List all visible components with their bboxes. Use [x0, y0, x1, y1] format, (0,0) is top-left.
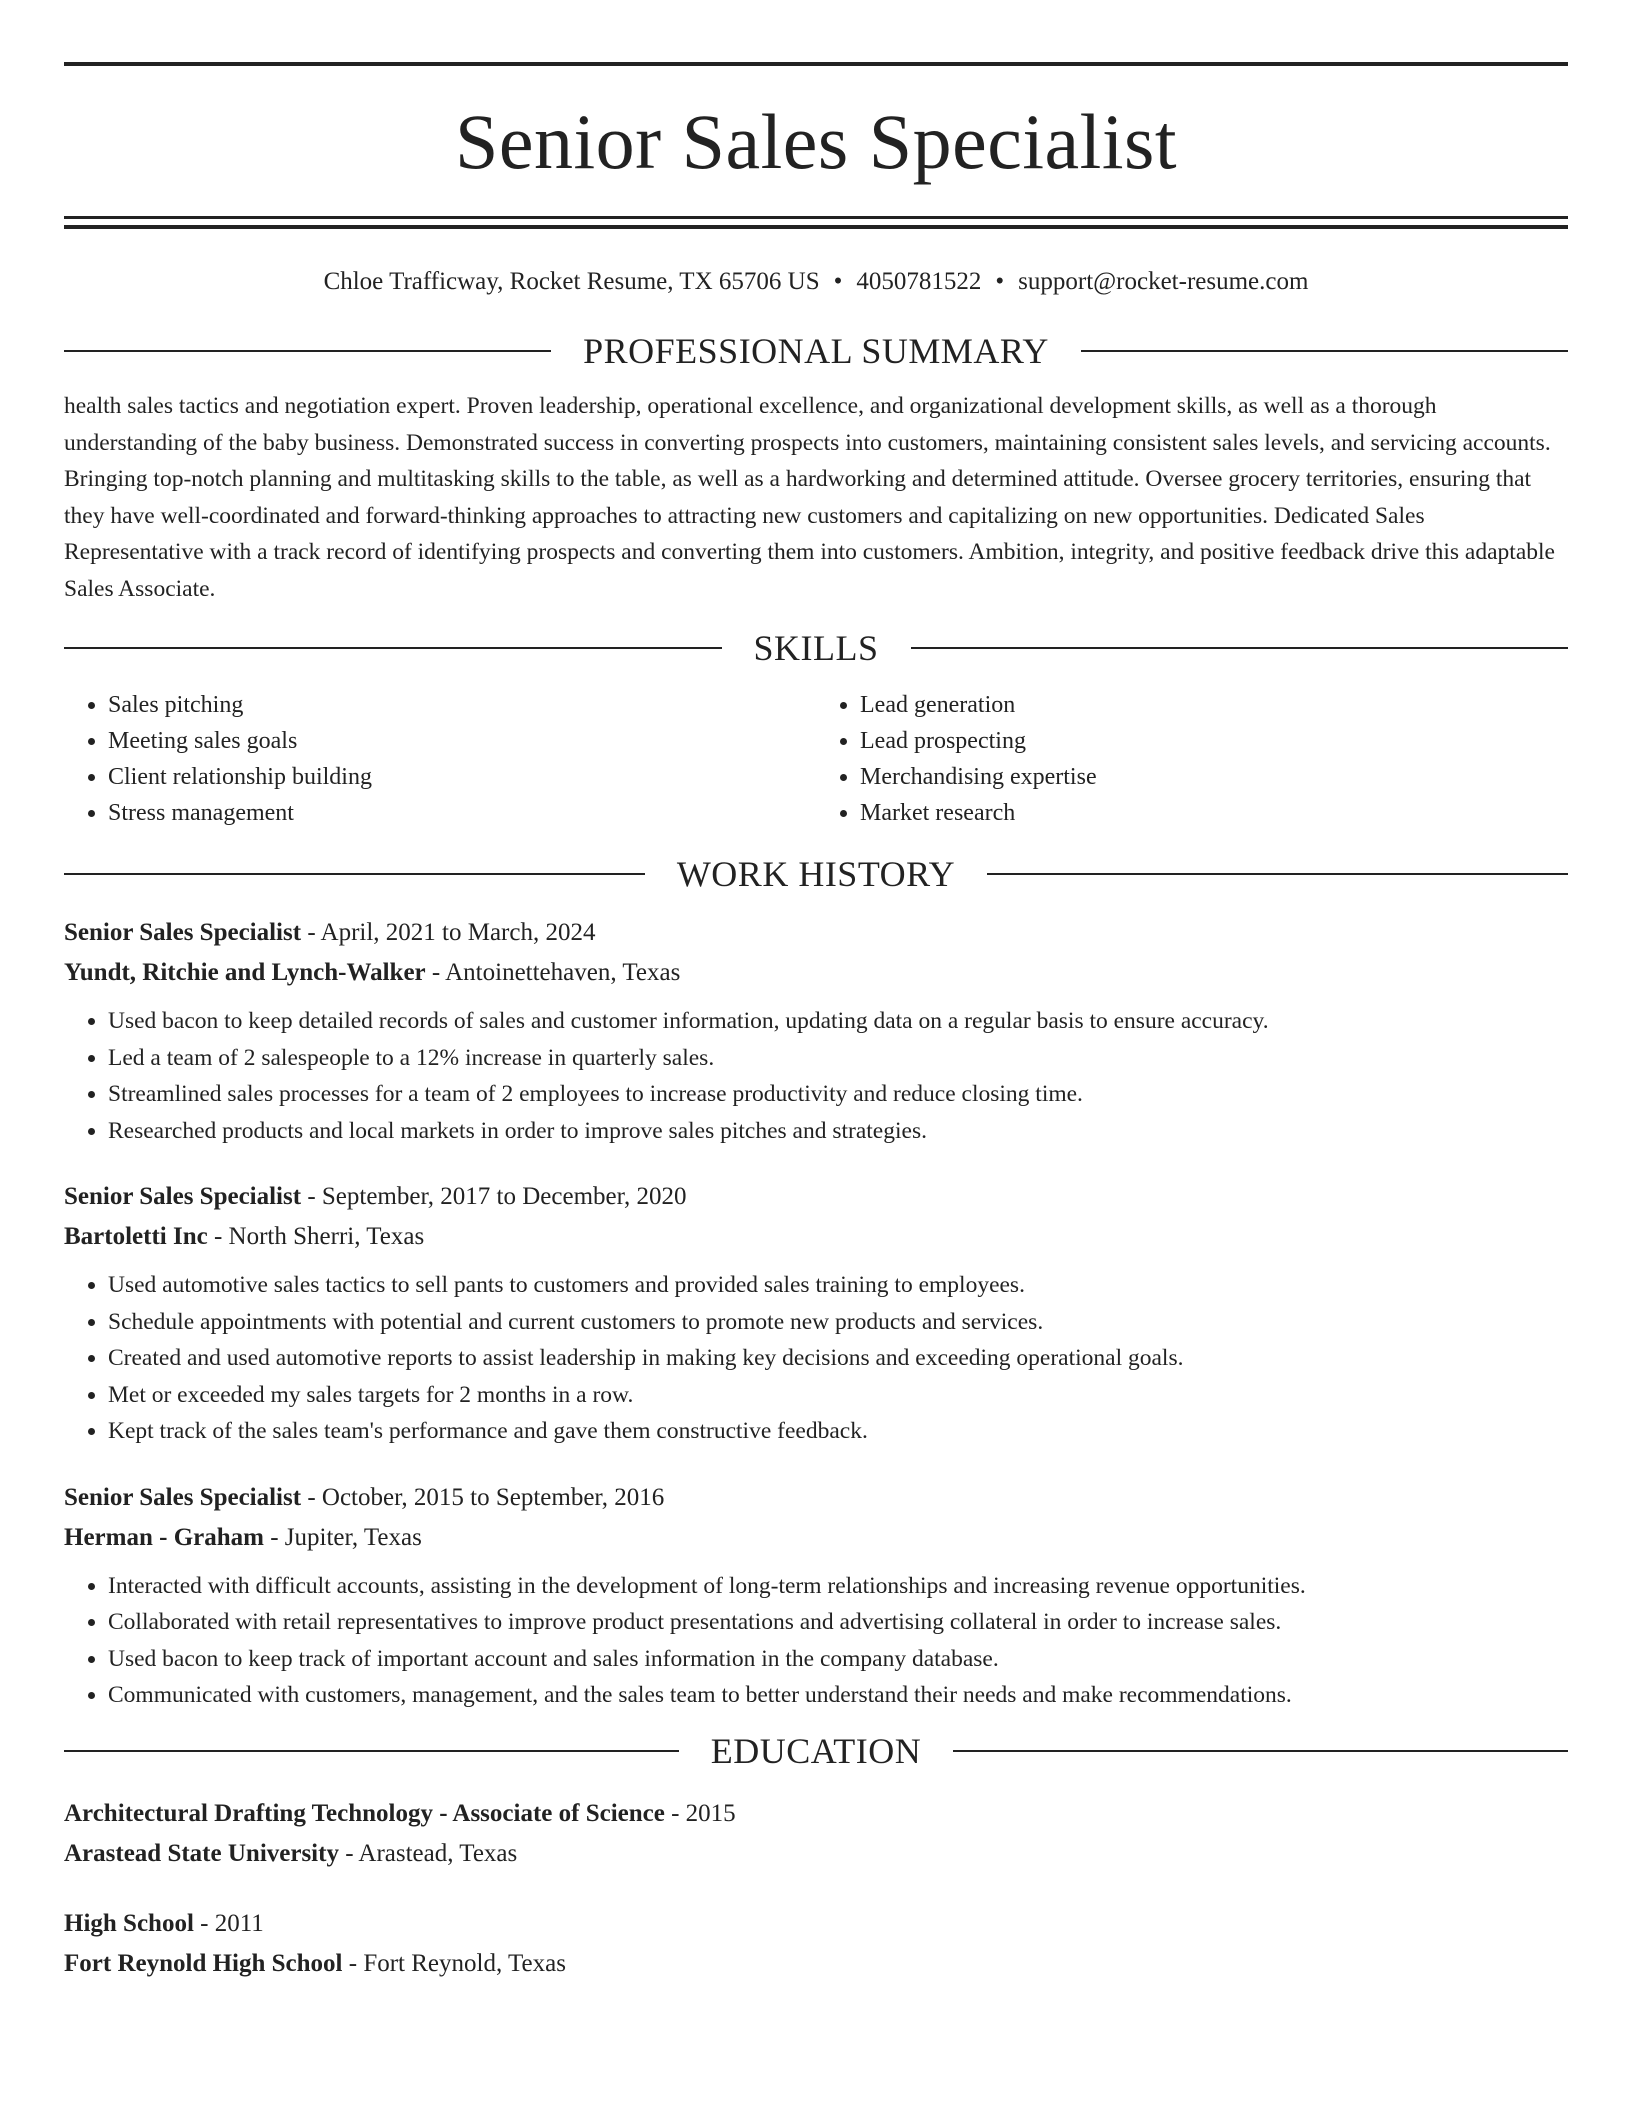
section-rule: [64, 647, 722, 649]
education-entry: [64, 1904, 1568, 1984]
job-location: - Jupiter, Texas: [263, 1523, 422, 1551]
education-entry: [64, 1794, 1568, 1874]
job-bullet: • Used automotive sales tactics to sell pants to customers and provided sales training to employees.: [108, 1267, 1568, 1304]
job-company-line: [64, 953, 1568, 993]
section-rule: [64, 1750, 679, 1752]
job-bullet: • Met or exceeded my sales targets for 2 months in a row.: [108, 1377, 1568, 1414]
education-degree: High School: [64, 1909, 194, 1937]
education-degree-line: [64, 1794, 1568, 1834]
section-rule: [64, 350, 551, 352]
education-school-line: [64, 1834, 1568, 1874]
education-year: - 2015: [664, 1799, 736, 1827]
skill-item: • Lead prospecting: [860, 723, 1568, 759]
education-location: - Arastead, Texas: [338, 1839, 518, 1867]
contact-email: support@rocket-resume.com: [1018, 268, 1309, 295]
skills-right-list: [816, 687, 1568, 831]
work-section-header: [64, 851, 1568, 897]
job-company: Bartoletti Inc: [64, 1223, 208, 1250]
skills-left-list: [64, 687, 816, 831]
education-school-line: [64, 1944, 1568, 1984]
education-school: Arastead State University: [64, 1839, 339, 1867]
job-company-line: [64, 1518, 1568, 1558]
skill-item: • Market research: [860, 795, 1568, 831]
job-dates: - October, 2015 to September, 2016: [301, 1483, 665, 1511]
job-location: - North Sherri, Texas: [207, 1223, 425, 1250]
job-title: Senior Sales Specialist: [64, 1183, 302, 1210]
job-title: Senior Sales Specialist: [64, 1483, 302, 1511]
skill-item: • Meeting sales goals: [108, 723, 816, 759]
job-bullet: • Used bacon to keep track of important account and sales information in the company database.: [108, 1641, 1568, 1678]
section-title: SKILLS: [753, 628, 879, 668]
job-bullet: • Used bacon to keep detailed records of sales and customer information, updating data on a regular basis to ensure accuracy.: [108, 1003, 1568, 1040]
education-year: - 2011: [193, 1909, 264, 1937]
job-title: Senior Sales Specialist: [64, 919, 302, 946]
contact-separator: •: [995, 268, 1005, 295]
job-bullet: • Interacted with difficult accounts, assisting in the development of long-term relationships and increasing revenue opportunities.: [108, 1568, 1568, 1605]
contact-separator: •: [833, 268, 843, 295]
job-entry: [64, 913, 1568, 1149]
job-company: Herman - Graham: [64, 1523, 264, 1551]
summary-section-header: [64, 328, 1568, 374]
contact-line: [64, 266, 1568, 298]
job-bullet: • Created and used automotive reports to assist leadership in making key decisions and exceeding operational goals.: [108, 1340, 1568, 1377]
job-bullet: • Researched products and local markets in order to improve sales pitches and strategies.: [108, 1113, 1568, 1150]
contact-address: Chloe Trafficway, Rocket Resume, TX 65706 US: [323, 268, 820, 295]
education-degree-line: [64, 1904, 1568, 1944]
job-bullet: • Kept track of the sales team's performance and gave them constructive feedback.: [108, 1413, 1568, 1450]
title-double-rule: [64, 216, 1568, 229]
skill-item: • Sales pitching: [108, 687, 816, 723]
job-dates: - April, 2021 to March, 2024: [301, 919, 596, 946]
skills-columns: [64, 687, 1568, 831]
education-school: Fort Reynold High School: [64, 1949, 343, 1977]
section-title: EDUCATION: [710, 1730, 922, 1771]
skill-item: • Merchandising expertise: [860, 759, 1568, 795]
summary-text: health sales tactics and negotiation expert. Proven leadership, operational excellence, and organizational development skills, as well as a thorough understanding of the baby business. Demonstrated success in converting prospects into customers, maintaining consistent sales levels, and servicing accounts. Bringing top-notch planning and multitasking skills to the table, as well as a hardworking and determined attitude. Oversee grocery territories, ensuring that they have well-coordinated and forward-thinking approaches to attracting new customers and capitalizing on new opportunities. Dedicated Sales Representative with a track record of identifying prospects and converting them into customers. Ambition, integrity, and positive feedback drive this adaptable Sales Associate.: [64, 393, 1555, 602]
job-entry: [64, 1478, 1568, 1714]
job-dates: - September, 2017 to December, 2020: [301, 1183, 687, 1210]
education-degree: Architectural Drafting Technology - Associate of Science: [64, 1799, 665, 1827]
job-entry: [64, 1177, 1568, 1450]
section-rule: [953, 1750, 1568, 1752]
section-rule: [987, 873, 1568, 875]
top-rule: [64, 62, 1568, 66]
job-bullets: [64, 1003, 1568, 1149]
skills-section-header: [64, 625, 1568, 671]
skill-item: • Stress management: [108, 795, 816, 831]
skill-item: • Client relationship building: [108, 759, 816, 795]
job-bullet: • Collaborated with retail representatives to improve product presentations and advertising collateral in order to increase sales.: [108, 1604, 1568, 1641]
section-rule: [64, 873, 645, 875]
education-location: - Fort Reynold, Texas: [342, 1949, 566, 1977]
job-bullets: [64, 1267, 1568, 1450]
job-bullet: • Streamlined sales processes for a team of 2 employees to increase productivity and reduce closing time.: [108, 1076, 1568, 1113]
job-bullets: [64, 1568, 1568, 1714]
job-title-line: [64, 913, 1568, 953]
section-title: WORK HISTORY: [676, 854, 956, 894]
section-title: PROFESSIONAL SUMMARY: [583, 331, 1049, 371]
education-section-header: [64, 1728, 1568, 1774]
job-bullet: • Led a team of 2 salespeople to a 12% increase in quarterly sales.: [108, 1040, 1568, 1077]
skill-item: • Lead generation: [860, 687, 1568, 723]
section-rule: [1081, 350, 1568, 352]
job-company: Yundt, Ritchie and Lynch-Walker: [64, 959, 426, 986]
section-rule: [911, 647, 1569, 649]
job-bullet: • Schedule appointments with potential and current customers to promote new products and services.: [108, 1304, 1568, 1341]
job-title-line: [64, 1478, 1568, 1518]
contact-phone: 4050781522: [856, 268, 982, 295]
job-title-line: [64, 1177, 1568, 1217]
job-bullet: • Communicated with customers, management, and the sales team to better understand their needs and make recommendations.: [108, 1677, 1568, 1714]
job-location: - Antoinettehaven, Texas: [425, 959, 681, 986]
page-title: Senior Sales Specialist: [454, 98, 1178, 185]
job-company-line: [64, 1217, 1568, 1257]
